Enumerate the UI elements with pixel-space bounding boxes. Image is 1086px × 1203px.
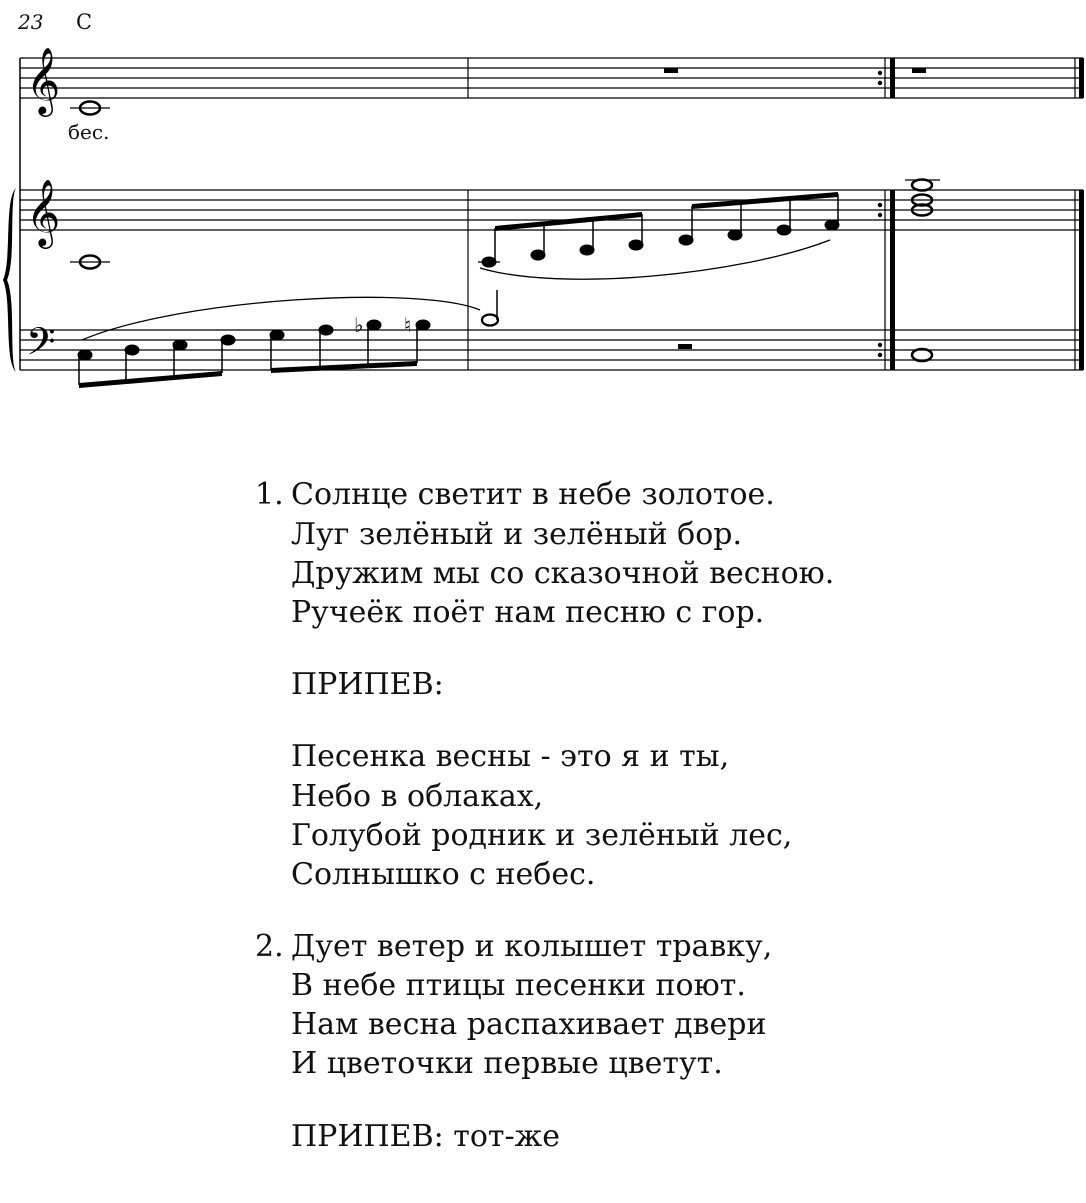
treble-clef-icon: 𝄞 <box>26 46 61 114</box>
svg-text:♭: ♭ <box>354 313 364 337</box>
lyric-syllable: бес. <box>68 120 110 144</box>
treble-clef-icon: 𝄞 <box>26 178 61 246</box>
verse-number: 1. <box>255 477 284 512</box>
svg-text:♮: ♮ <box>404 313 412 337</box>
verse-number: 2. <box>255 929 284 964</box>
brace-icon <box>3 188 16 372</box>
music-score <box>0 0 1086 400</box>
voice-staff <box>20 58 1083 98</box>
chord-symbol: C <box>76 10 93 34</box>
measure-number: 23 <box>18 10 44 34</box>
bass-clef-icon: 𝄢 <box>26 319 56 373</box>
